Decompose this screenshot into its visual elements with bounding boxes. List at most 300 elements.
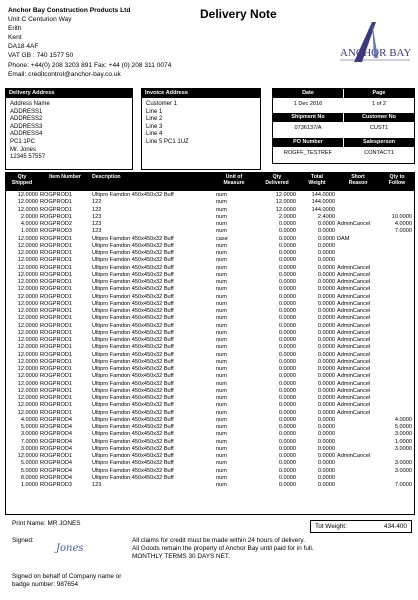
terms-line: MONTHLY TERMS 30 DAYS NET. [132, 553, 230, 560]
cell-unit: num [216, 199, 227, 206]
company-email: Email: creditcontrol@anchor-bay.co.uk [8, 70, 121, 78]
sales-label: Salesperson [344, 138, 414, 147]
cell-qty-delivered: 0.0000 [278, 308, 296, 314]
table-row [6, 431, 414, 438]
cell-item-number: ROGPROD1 [40, 387, 73, 394]
invoice-address-line: Line 5 PC1 1UZ [146, 138, 189, 145]
items-table [5, 172, 415, 515]
table-row [6, 381, 414, 388]
cell-unit: num [216, 264, 227, 271]
customer-value: CUST1 [369, 125, 389, 131]
table-row [6, 417, 414, 424]
col-qty-delivered-header: Qty Delivered [265, 174, 289, 187]
cell-total-weight: 0.0000 [317, 474, 335, 481]
cell-qty-delivered: 0.0000 [278, 286, 296, 293]
cell-total-weight: 0.0000 [317, 315, 335, 322]
cell-qty-follow: 4.0000 [394, 221, 412, 227]
cell-item-number: ROGPROD1 [40, 402, 73, 409]
cell-qty-follow: 3.0000 [394, 467, 412, 474]
cell-short-reason: AdminCancel [337, 264, 371, 271]
cell-item-number: ROGPROD1 [40, 192, 73, 198]
cell-item-number: ROGPROD1 [40, 308, 73, 314]
cell-short-reason: AdminCancel [337, 329, 371, 336]
cell-qty-shipped: 12.0000 [17, 235, 38, 242]
company-address-line: Erith [8, 25, 22, 33]
cell-qty-delivered: 0.0000 [278, 380, 296, 387]
cell-qty-shipped: 12.0000 [17, 242, 38, 249]
cell-short-reason: AdminCancel [337, 380, 371, 387]
cell-unit: num [216, 192, 227, 198]
po-label: PO Number [273, 138, 343, 147]
cell-description: Ultipro Famdon 450x450x32 Buff [92, 467, 174, 474]
cell-qty-delivered: 12.0000 [275, 199, 296, 206]
cell-description: 123 [92, 213, 102, 220]
delivery-address-line: Address Name [10, 101, 50, 107]
cell-total-weight: 0.0000 [317, 453, 335, 459]
table-row [6, 460, 414, 467]
cell-short-reason: AdminCancel [337, 402, 371, 409]
document-title: Delivery Note [200, 7, 277, 21]
cell-qty-delivered: 0.0000 [278, 271, 296, 278]
cell-total-weight: 0.0000 [317, 271, 335, 278]
delivery-address-line: ADDRESS1 [10, 108, 43, 115]
cell-unit: num [216, 482, 227, 488]
cell-qty-delivered: 0.0000 [278, 453, 296, 459]
cell-qty-shipped: 4.0000 [20, 221, 38, 227]
cell-description: 122 [92, 206, 102, 213]
cell-qty-shipped: 12.0000 [17, 402, 38, 409]
cell-description: Ultipro Famdon 450x450x32 Buff [92, 380, 174, 387]
cell-description: Ultipro Famdon 450x450x32 Buff [92, 286, 174, 293]
cell-item-number: ROGPROD2 [40, 221, 73, 227]
cell-qty-delivered: 0.0000 [278, 460, 296, 467]
cell-short-reason: AdminCancel [337, 373, 371, 380]
cell-qty-shipped: 1.0000 [20, 482, 38, 488]
date-label: Date [273, 89, 343, 98]
cell-item-number: ROGPROD1 [40, 329, 73, 336]
signed-on-behalf-line: Signed on behalf of Company name or [12, 573, 122, 580]
cell-item-number: ROGPROD1 [40, 337, 73, 343]
cell-qty-shipped: 12.0000 [17, 300, 38, 307]
cell-description: Ultipro Famdon 450x450x32 Buff [92, 445, 174, 452]
table-row [6, 482, 414, 489]
table-row [6, 330, 414, 337]
cell-total-weight: 0.0000 [317, 337, 335, 343]
col-item-number-header: Item Number [49, 174, 81, 180]
cell-total-weight: 0.0000 [317, 264, 335, 271]
cell-short-reason: AdminCancel [337, 395, 371, 401]
table-row [6, 344, 414, 351]
cell-short-reason: AdminCancel [337, 293, 371, 300]
table-row [6, 359, 414, 366]
logo-text: ANCHOR BAY [340, 47, 412, 59]
cell-item-number: ROGPROD1 [40, 257, 73, 264]
cell-unit: num [216, 467, 227, 474]
cell-qty-delivered: 0.0000 [278, 257, 296, 264]
cell-total-weight: 0.0000 [317, 329, 335, 336]
cell-qty-delivered: 0.0000 [278, 373, 296, 380]
cell-qty-delivered: 0.0000 [278, 395, 296, 401]
cell-short-reason: AdminCancel [337, 315, 371, 322]
table-row [6, 257, 414, 264]
cell-item-number: ROGPROD4 [40, 460, 73, 467]
table-row [6, 439, 414, 446]
cell-qty-delivered: 0.0000 [278, 482, 296, 488]
cell-qty-shipped: 12.0000 [17, 344, 38, 351]
cell-total-weight: 0.0000 [317, 482, 335, 488]
table-row [6, 243, 414, 250]
cell-item-number: ROGPROD3 [40, 482, 73, 488]
cell-description: Ultipro Famdon 450x450x32 Buff [92, 438, 174, 445]
delivery-address-line: ADDRESS3 [10, 123, 43, 130]
cell-qty-delivered: 0.0000 [278, 315, 296, 322]
cell-unit: case [216, 235, 228, 242]
cell-description: Ultipro Famdon 450x450x32 Buff [92, 424, 174, 430]
cell-unit: num [216, 337, 227, 343]
cell-description: Ultipro Famdon 450x450x32 Buff [92, 366, 174, 372]
table-row [6, 475, 414, 482]
table-row [6, 301, 414, 308]
cell-qty-shipped: 12.0000 [17, 358, 38, 365]
cell-short-reason: AdminCancel [337, 337, 371, 343]
cell-total-weight: 144.0000 [311, 206, 335, 213]
items-table-header [6, 173, 414, 191]
cell-description: 123 [92, 228, 102, 235]
cell-total-weight: 0.0000 [317, 380, 335, 387]
cell-qty-shipped: 5.0000 [20, 467, 38, 474]
cell-description: Ultipro Famdon 450x450x32 Buff [92, 460, 174, 467]
cell-description: Ultipro Famdon 450x450x32 Buff [92, 453, 174, 459]
cell-total-weight: 2.4000 [317, 213, 335, 220]
cell-description: Ultipro Famdon 450x450x32 Buff [92, 250, 174, 256]
cell-total-weight: 0.0000 [317, 373, 335, 380]
cell-qty-shipped: 12.0000 [17, 206, 38, 213]
cell-total-weight: 0.0000 [317, 438, 335, 445]
cell-total-weight: 0.0000 [317, 228, 335, 235]
cell-item-number: ROGPROD1 [40, 351, 73, 358]
cell-description: Ultipro Famdon 450x450x32 Buff [92, 235, 174, 242]
cell-short-reason: AdminCancel [337, 308, 371, 314]
cell-description: Ultipro Famdon 450x450x32 Buff [92, 315, 174, 322]
cell-unit: num [216, 300, 227, 307]
table-row [6, 192, 414, 199]
cell-item-number: ROGPROD1 [40, 453, 73, 459]
cell-description: Ultipro Famdon 450x450x32 Buff [92, 351, 174, 358]
cell-qty-delivered: 0.0000 [278, 337, 296, 343]
cell-qty-shipped: 3.0000 [20, 445, 38, 452]
cell-description: Ultipro Famdon 450x450x32 Buff [92, 373, 174, 380]
cell-qty-shipped: 8.0000 [20, 474, 38, 481]
cell-unit: num [216, 257, 227, 264]
cell-qty-delivered: 0.0000 [278, 358, 296, 365]
cell-total-weight: 0.0000 [317, 286, 335, 293]
cell-qty-shipped: 5.0000 [20, 460, 38, 467]
table-row [6, 468, 414, 475]
cell-total-weight: 0.0000 [317, 344, 335, 351]
company-phone: Phone: +44(0) 208 3203 891 Fax: +44 (0) 208 311 0074 [8, 61, 172, 69]
cell-item-number: ROGPROD4 [40, 431, 73, 438]
cell-item-number: ROGPROD1 [40, 322, 73, 329]
cell-qty-delivered: 0.0000 [278, 228, 296, 235]
cell-item-number: ROGPROD4 [40, 416, 73, 423]
cell-qty-shipped: 12.0000 [17, 250, 38, 256]
cell-unit: num [216, 213, 227, 220]
cell-qty-delivered: 0.0000 [278, 438, 296, 445]
cell-qty-delivered: 0.0000 [278, 351, 296, 358]
company-address-line: DA18 4AF [8, 43, 39, 51]
delivery-address-line: PC1 1PC [10, 138, 36, 145]
cell-unit: num [216, 453, 227, 459]
cell-qty-shipped: 12.0000 [17, 199, 38, 206]
page-label: Page [344, 89, 414, 98]
cell-item-number: ROGPROD1 [40, 300, 73, 307]
cell-item-number: ROGPROD4 [40, 424, 73, 430]
shipment-value: 0736137/A [294, 125, 322, 131]
cell-unit: num [216, 445, 227, 452]
cell-description: Ultipro Famdon 450x450x32 Buff [92, 337, 174, 343]
cell-unit: num [216, 271, 227, 278]
cell-unit: num [216, 322, 227, 329]
cell-qty-follow: 4.0000 [394, 416, 412, 423]
cell-item-number: ROGPROD1 [40, 315, 73, 322]
cell-qty-shipped: 12.0000 [17, 366, 38, 372]
cell-item-number: ROGPROD1 [40, 293, 73, 300]
cell-total-weight: 0.0000 [317, 445, 335, 452]
cell-description: Ultipro Famdon 450x450x32 Buff [92, 474, 174, 481]
cell-total-weight: 144.0000 [311, 199, 335, 206]
table-row [6, 207, 414, 214]
cell-qty-shipped: 12.0000 [17, 257, 38, 264]
cell-item-number: ROGPROD1 [40, 344, 73, 351]
cell-qty-follow: 1.0000 [394, 438, 412, 445]
cell-item-number: ROGPROD4 [40, 438, 73, 445]
cell-unit: num [216, 402, 227, 409]
table-row [6, 286, 414, 293]
cell-description: Ultipro Famdon 450x450x32 Buff [92, 402, 174, 409]
cell-unit: num [216, 373, 227, 380]
total-weight-value: 434.400 [383, 523, 407, 530]
cell-qty-shipped: 12.0000 [17, 315, 38, 322]
table-row [6, 250, 414, 257]
terms-line: All Goods remain the property of Anchor Bay until paid for in full. [132, 545, 314, 552]
cell-total-weight: 0.0000 [317, 257, 335, 264]
table-row [6, 446, 414, 453]
table-row [6, 410, 414, 417]
cell-description: Ultipro Famdon 450x450x32 Buff [92, 358, 174, 365]
table-row [6, 373, 414, 380]
cell-qty-shipped: 12.0000 [17, 409, 38, 416]
cell-item-number: ROGPROD1 [40, 213, 73, 220]
signed-on-behalf [12, 573, 121, 589]
cell-qty-shipped: 5.0000 [20, 424, 38, 430]
cell-qty-shipped: 2.0000 [20, 213, 38, 220]
cell-total-weight: 0.0000 [317, 351, 335, 358]
cell-short-reason: AdminCancel [337, 300, 371, 307]
cell-qty-delivered: 0.0000 [278, 402, 296, 409]
delivery-address-lines [6, 98, 132, 165]
table-row [6, 337, 414, 344]
cell-short-reason: AdminCancel [337, 344, 371, 351]
cell-qty-shipped: 12.0000 [17, 271, 38, 278]
cell-item-number: ROGPROD4 [40, 445, 73, 452]
delivery-address-box [5, 88, 133, 170]
cell-unit: num [216, 366, 227, 372]
table-row [6, 402, 414, 409]
company-address-line: Kent [8, 34, 22, 42]
cell-short-reason: AdminCancel [337, 453, 371, 459]
cell-qty-shipped: 7.0000 [20, 438, 38, 445]
delivery-address-line: 12345 57557 [10, 154, 46, 161]
cell-total-weight: 0.0000 [317, 416, 335, 423]
cell-description: Ultipro Famdon 450x450x32 Buff [92, 387, 174, 394]
cell-qty-shipped: 1.0000 [20, 228, 38, 235]
cell-qty-follow: 3.0000 [394, 460, 412, 467]
company-vat: VAT GB : 740 1577 50 [8, 52, 74, 60]
cell-qty-delivered: 0.0000 [278, 445, 296, 452]
invoice-address-box [141, 88, 261, 170]
company-address-line: Unit C Centurion Way [8, 16, 72, 24]
sales-value: CONTACT1 [364, 150, 394, 156]
cell-item-number: ROGPROD1 [40, 395, 73, 401]
cell-total-weight: 0.0000 [317, 402, 335, 409]
delivery-address-line: ADDRESS4 [10, 131, 43, 138]
cell-unit: num [216, 308, 227, 314]
cell-description: Ultipro Famdon 450x450x32 Buff [92, 308, 174, 314]
table-row [6, 265, 414, 272]
cell-unit: num [216, 344, 227, 351]
cell-short-reason: AdminCancel [337, 286, 371, 293]
cell-total-weight: 0.0000 [317, 279, 335, 285]
cell-unit: num [216, 206, 227, 213]
table-row [6, 453, 414, 460]
table-row [6, 221, 414, 228]
cell-description: Ultipro Famdon 450x450x32 Buff [92, 279, 174, 285]
table-row [6, 308, 414, 315]
cell-short-reason: AdminCancel [337, 221, 371, 227]
table-row [6, 395, 414, 402]
cell-item-number: ROGPROD1 [40, 286, 73, 293]
cell-qty-delivered: 0.0000 [278, 474, 296, 481]
cell-total-weight: 0.0000 [317, 235, 335, 242]
cell-unit: num [216, 438, 227, 445]
cell-unit: num [216, 431, 227, 438]
cell-unit: num [216, 242, 227, 249]
invoice-address-line: Line 3 [146, 123, 163, 130]
cell-total-weight: 0.0000 [317, 387, 335, 394]
invoice-address-header: Invoice Address [142, 89, 260, 98]
cell-short-reason: AdminCancel [337, 351, 371, 358]
cell-unit: num [216, 286, 227, 293]
cell-description: Ultipro Famdon 450x450x32 Buff [92, 264, 174, 271]
cell-item-number: ROGPROD1 [40, 409, 73, 416]
po-value: ROGFF_TESTREF [283, 150, 333, 156]
table-row [6, 424, 414, 431]
cell-qty-shipped: 12.0000 [17, 322, 38, 329]
cell-unit: num [216, 221, 227, 227]
company-block [8, 6, 171, 79]
cell-unit: num [216, 380, 227, 387]
cell-qty-delivered: 0.0000 [278, 366, 296, 372]
cell-unit: num [216, 387, 227, 394]
cell-total-weight: 0.0000 [317, 424, 335, 430]
cell-description: Ultipro Famdon 450x450x32 Buff [92, 300, 174, 307]
table-row [6, 272, 414, 279]
cell-qty-shipped: 4.0000 [20, 416, 38, 423]
table-row [6, 323, 414, 330]
cell-qty-delivered: 0.0000 [278, 322, 296, 329]
cell-description: Ultipro Famdon 450x450x32 Buff [92, 329, 174, 336]
cell-unit: num [216, 416, 227, 423]
cell-total-weight: 144.0000 [311, 192, 335, 198]
cell-qty-delivered: 0.0000 [278, 344, 296, 351]
cell-short-reason: AdminCancel [337, 279, 371, 285]
cell-qty-delivered: 0.0000 [278, 279, 296, 285]
cell-unit: num [216, 460, 227, 467]
cell-qty-follow: 7.0000 [394, 228, 412, 235]
cell-total-weight: 0.0000 [317, 395, 335, 401]
cell-description: 122 [92, 199, 102, 206]
cell-qty-delivered: 0.0000 [278, 409, 296, 416]
table-row [6, 236, 414, 243]
cell-item-number: ROGPROD1 [40, 358, 73, 365]
print-name: Print Name: MR JONES [12, 520, 81, 527]
cell-item-number: ROGPROD1 [40, 242, 73, 249]
date-value: 1 Dec 2016 [293, 101, 323, 107]
cell-unit: num [216, 474, 227, 481]
cell-qty-shipped: 12.0000 [17, 453, 38, 459]
cell-qty-delivered: 0.0000 [278, 221, 296, 227]
cell-total-weight: 0.0000 [317, 431, 335, 438]
company-name: Anchor Bay Construction Products Ltd [8, 7, 131, 14]
table-row [6, 214, 414, 221]
col-unit-header: Unit of Measure [223, 174, 245, 187]
cell-qty-delivered: 0.0000 [278, 424, 296, 430]
cell-qty-shipped: 12.0000 [17, 286, 38, 293]
cell-qty-shipped: 12.0000 [17, 329, 38, 336]
cell-total-weight: 0.0000 [317, 242, 335, 249]
cell-total-weight: 0.0000 [317, 250, 335, 256]
table-row [6, 279, 414, 286]
cell-unit: num [216, 409, 227, 416]
cell-short-reason: AdminCancel [337, 322, 371, 329]
cell-qty-delivered: 12.0000 [275, 206, 296, 213]
cell-total-weight: 0.0000 [317, 409, 335, 416]
cell-unit: num [216, 351, 227, 358]
cell-total-weight: 0.0000 [317, 308, 335, 314]
cell-unit: num [216, 358, 227, 365]
cell-qty-shipped: 12.0000 [17, 373, 38, 380]
table-row [6, 315, 414, 322]
table-row [6, 294, 414, 301]
invoice-address-line: Customer 1 [146, 101, 178, 107]
cell-qty-delivered: 0.0000 [278, 250, 296, 256]
cell-qty-delivered: 0.0000 [278, 416, 296, 423]
cell-item-number: ROGPROD1 [40, 199, 73, 206]
terms-block [132, 537, 314, 561]
delivery-address-line: ADDRESS2 [10, 116, 43, 123]
cell-qty-delivered: 2.0000 [278, 213, 296, 220]
col-qty-follow-header: Qty to Follow [388, 174, 406, 187]
cell-description: Ultipro Famdon 450x450x32 Buff [92, 431, 174, 438]
cell-total-weight: 0.0000 [317, 221, 335, 227]
cell-description: Ultipro Famdon 450x450x32 Buff [92, 395, 174, 401]
cell-total-weight: 0.0000 [317, 467, 335, 474]
col-total-weight-header: Total Weight [308, 174, 326, 187]
cell-item-number: ROGPROD1 [40, 380, 73, 387]
cell-unit: num [216, 424, 227, 430]
cell-qty-shipped: 12.0000 [17, 279, 38, 285]
cell-item-number: ROGPROD1 [40, 271, 73, 278]
